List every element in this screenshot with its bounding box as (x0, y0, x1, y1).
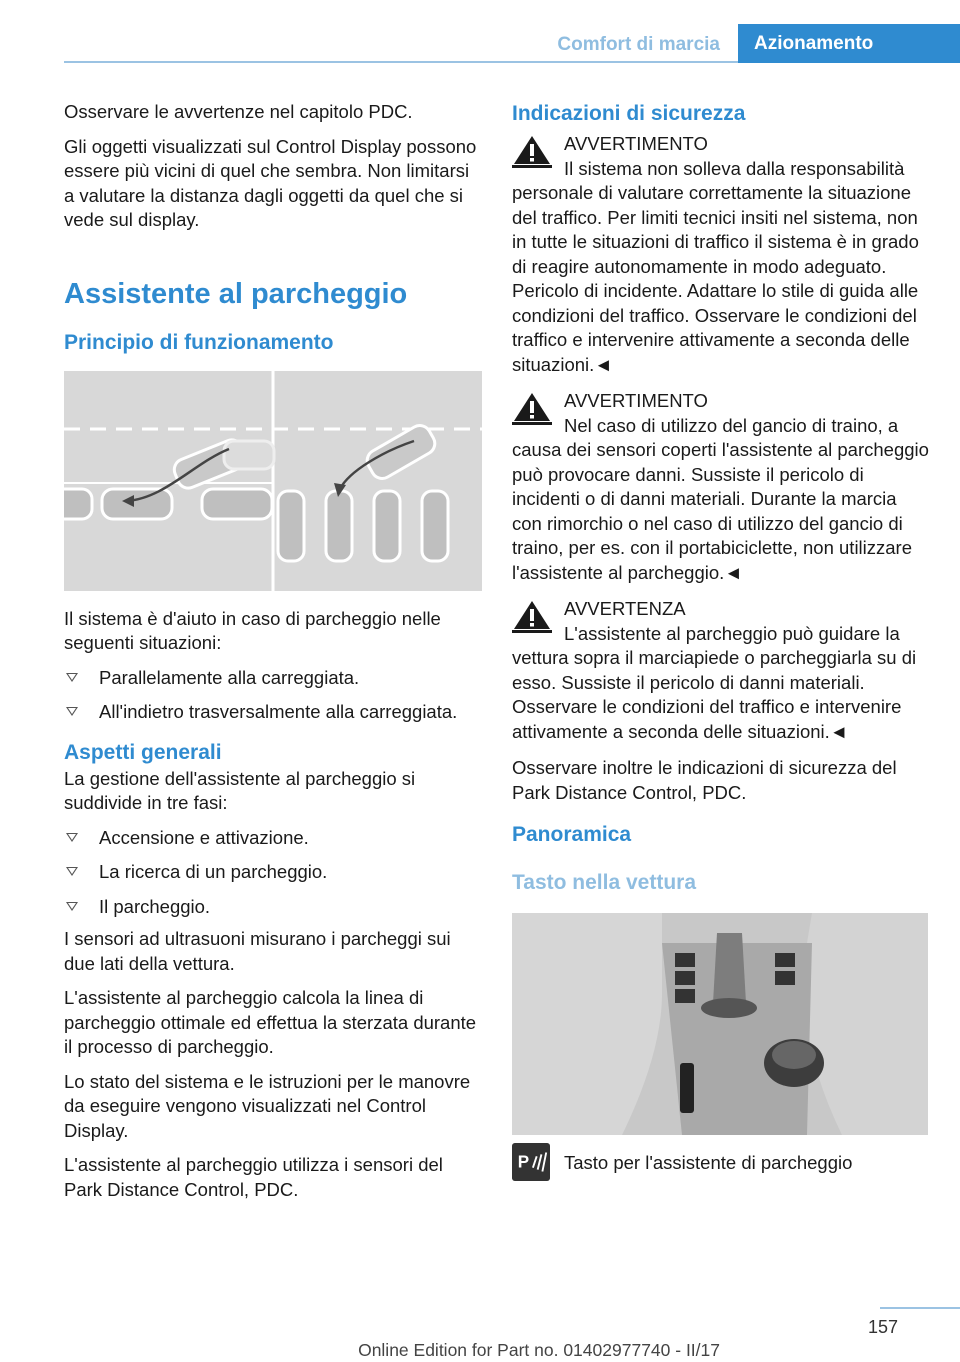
list-item: All'indietro trasversalmente alla carreggiata. (64, 700, 482, 725)
caution-title: AVVERTENZA (564, 598, 686, 619)
overview-heading: Panoramica (512, 823, 632, 846)
intro-text-2: Gli oggetti visualizzati sul Control Display possono essere più vicini di quel che sembra. Non limitarsi a valutare la distanza dagli oggetti da quel che si vede sul display. (64, 135, 477, 230)
phases-list (64, 826, 482, 920)
header-chapter-tab[interactable]: Azionamento (738, 24, 960, 63)
footer-rule (880, 1307, 960, 1309)
pdc-text: L'assistente al parcheggio utilizza i sensori del Park Distance Control, PDC. (64, 1154, 443, 1200)
list-item: La ricerca di un parcheggio. (64, 860, 482, 885)
sensor-text: I sensori ad ultrasuoni misurano i parcheggi sui due lati della vettura. (64, 928, 451, 974)
warning-triangle-icon (512, 391, 552, 425)
list-item: Parallelamente alla carreggiata. (64, 666, 482, 691)
subsection-title: Principio di funzionamento (64, 330, 334, 354)
console-photo-svg (512, 913, 928, 1135)
list-item: Accensione e attivazione. (64, 826, 482, 851)
situations-text: Il sistema è d'aiuto in caso di parcheggio nelle seguenti situazioni: (64, 607, 441, 653)
page-number: 157 (867, 1317, 898, 1337)
steering-text: L'assistente al parcheggio calcola la linea di parcheggio ottimale ed effettua la sterzata durante il processo di parcheggio. (64, 987, 477, 1057)
list-item: Il parcheggio. (64, 895, 482, 920)
caution-text: L'assistente al parcheggio può guidare la vettura sopra il marciapiede o parcheggiarla su di esso. Sussiste il pericolo di danni materiali. Osservare le condizioni del traffico e intervenire attivamente a seconda delle situazioni.◄ (512, 622, 917, 742)
warning-block (512, 132, 930, 377)
button-legend (512, 1151, 930, 1191)
svg-text:P: P (517, 1152, 530, 1172)
section-title: Assistente al parcheggio (64, 277, 408, 310)
edition-footer: Online Edition for Part no. 01402977740 - II/17 (358, 1340, 720, 1360)
warning-title: AVVERTIMENTO (564, 133, 708, 154)
situations-list (64, 666, 482, 725)
bullet-triangle-icon (66, 833, 78, 842)
caution-block (512, 597, 930, 744)
bullet-triangle-icon (66, 867, 78, 876)
warning-text: Nel caso di utilizzo del gancio di traino, a causa dei sensori coperti l'assistente al parcheggio può provocare danni. Sussiste il pericolo di incidenti o di danni materiali. Durante la marcia con rimorchio o nel caso di utilizzo del gancio di traino, per es. con il portabiciclette, non utilizzare l'assistente al parcheggio.◄ (512, 414, 929, 583)
warning-title: AVVERTIMENTO (564, 390, 708, 411)
warning-triangle-icon (512, 134, 552, 168)
safety-heading: Indicazioni di sicurezza (512, 102, 746, 125)
general-heading: Aspetti generali (64, 740, 222, 764)
phases-text: La gestione dell'assistente al parcheggio si suddivide in tre fasi: (64, 767, 416, 813)
warning-block (512, 389, 930, 585)
warning-text: Il sistema non solleva dalla responsabilità personale di valutare correttamente la situazione del traffico. Per limiti tecnici insiti nel sistema, non in tutte le situazioni di traffico il sistema è in grado di reagire autonomamente in modo adeguato. Pericolo di incidente. Adattare lo stile di guida alle condizioni del traffico. Osservare le condizioni del traffico e intervenire attivamente a seconda delle situazioni.◄ (512, 157, 919, 375)
bullet-triangle-icon (66, 673, 78, 682)
pdc-safety-text: Osservare inoltre le indicazioni di sicurezza del Park Distance Control, PDC. (512, 757, 897, 803)
parking-illustration (64, 371, 482, 591)
parking-assistant-button-icon (512, 1143, 550, 1181)
button-heading: Tasto nella vettura (512, 871, 696, 894)
bullet-triangle-icon (66, 902, 78, 911)
console-photo (512, 913, 928, 1135)
right-column (512, 100, 930, 1191)
header-section-tab[interactable]: Comfort di marcia (557, 34, 720, 55)
parking-diagram-svg (64, 371, 482, 591)
button-caption: Tasto per l'assistente di parcheggio (564, 1152, 853, 1173)
intro-text-1: Osservare le avvertenze nel capitolo PDC. (64, 101, 413, 122)
display-text: Lo stato del sistema e le istruzioni per le manovre da eseguire vengono visualizzati nel Control Display. (64, 1070, 471, 1141)
left-column (64, 100, 482, 1212)
bullet-triangle-icon (66, 707, 78, 716)
warning-triangle-icon (512, 599, 552, 633)
